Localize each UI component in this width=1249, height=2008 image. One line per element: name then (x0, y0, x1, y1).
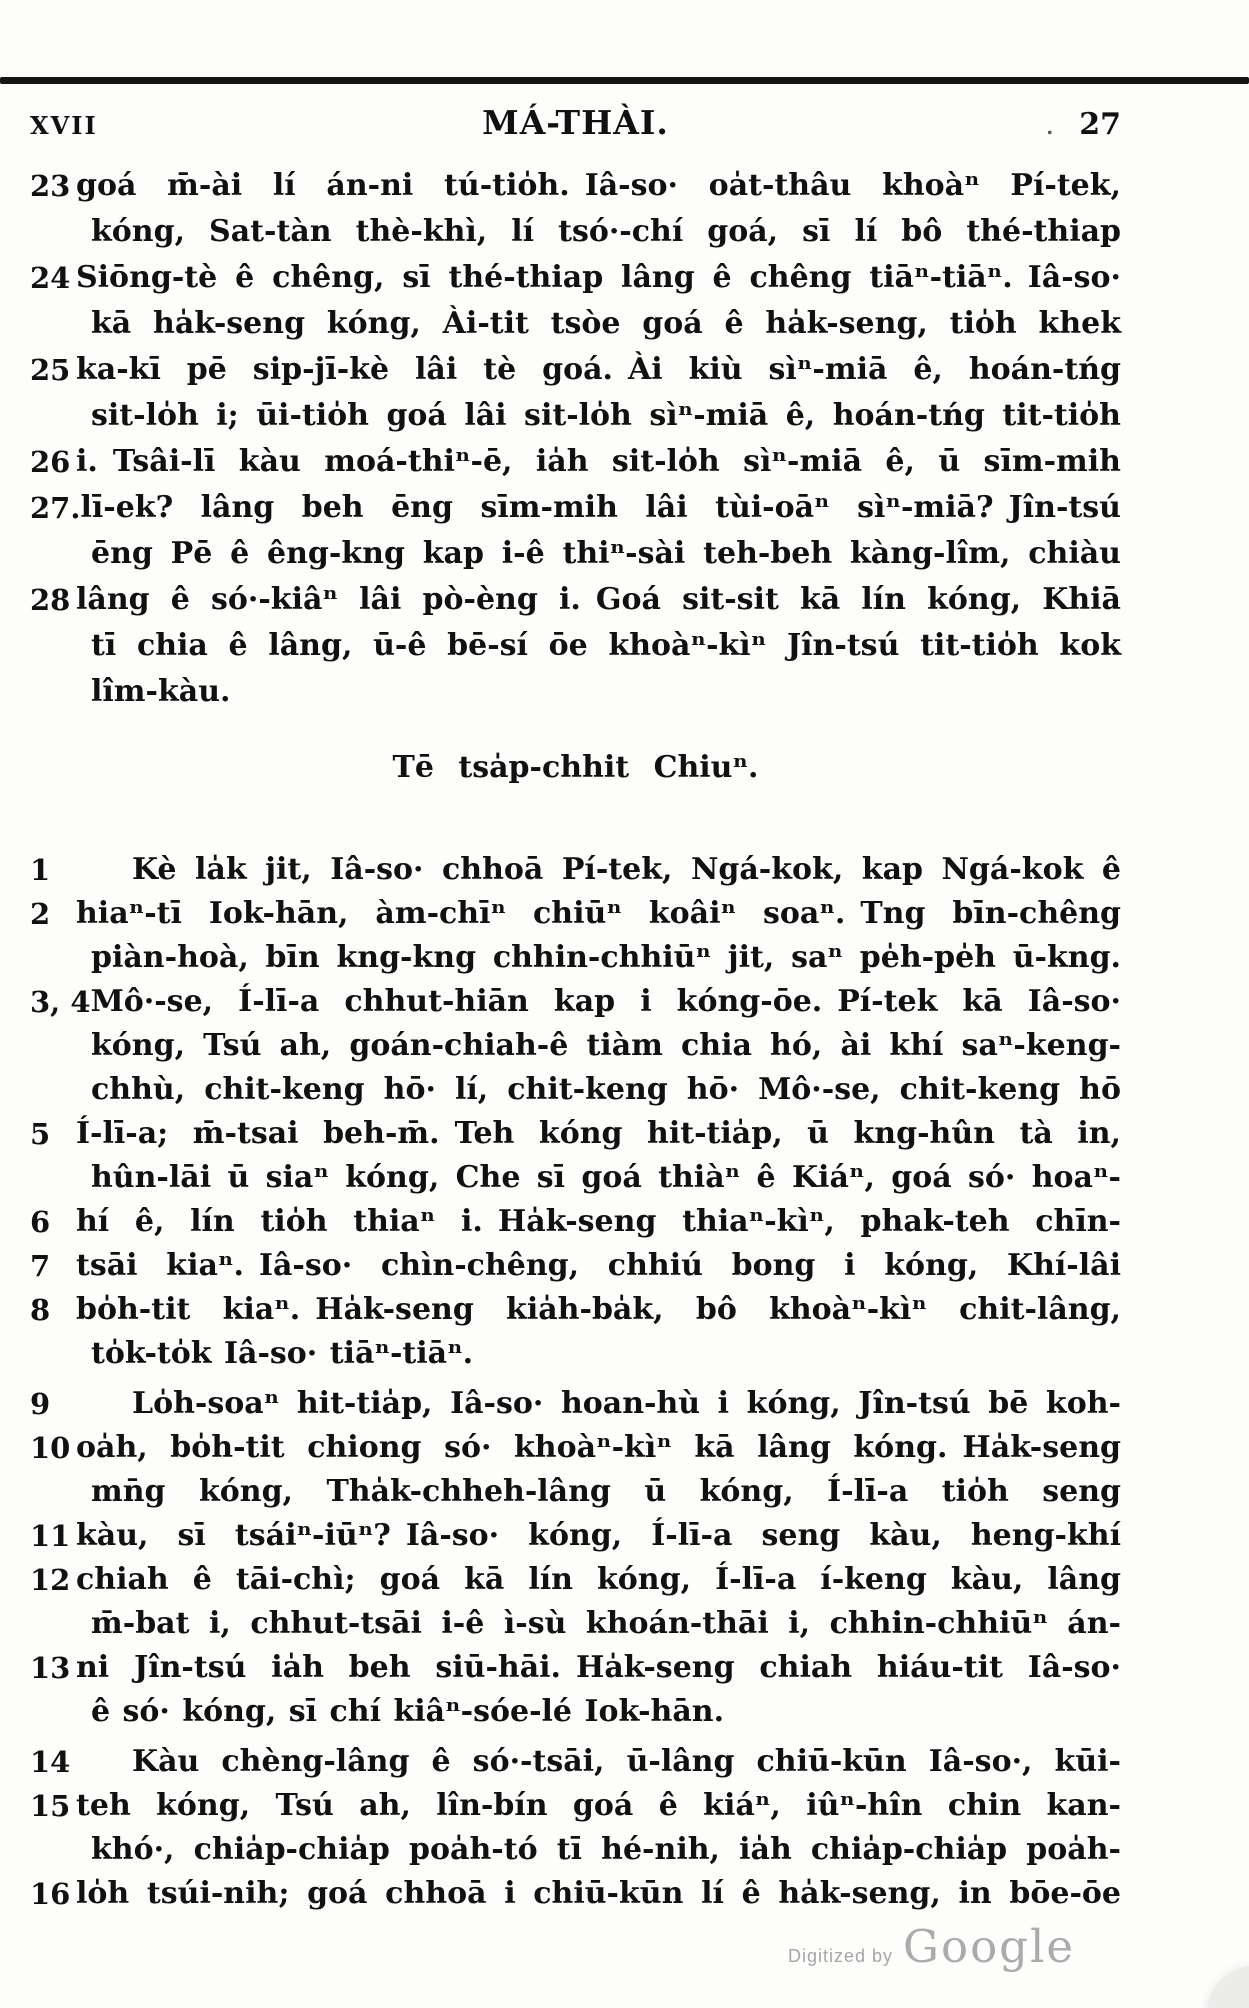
verse-number: 28 (30, 583, 71, 617)
verse-number: 12 (30, 1563, 71, 1597)
verse-line (30, 1740, 1121, 1784)
verse-text: chiah ê tāi-chì; goá kā lín kóng, Í-lī-a í-keng kàu, lâng (76, 1562, 1121, 1597)
verse-text: lī-ek? lâng beh ēng sīm-mih lâi tùi-oāⁿ sìⁿ-miā? Jîn-tsú (80, 490, 1121, 525)
verse-line (30, 347, 1121, 393)
verse-number (30, 301, 76, 347)
page-corner-curl (1207, 1966, 1249, 2008)
verse-number (30, 1470, 76, 1514)
verse-text: kā ha̍k-seng kóng, Ài-tit tsòe goá ê ha̍k-seng, tio̍h khek (91, 306, 1121, 341)
verse-line (30, 1382, 1121, 1426)
verse-line (30, 485, 1121, 531)
verse-number (30, 1156, 76, 1200)
verse-text: Kàu chèng-lâng ê só·-tsāi, ū-lâng chiū-kūn Iâ-so·, kūi- (132, 1744, 1121, 1779)
verse-number: 16 (30, 1877, 71, 1911)
verse-number (30, 1024, 76, 1068)
page-number: 27 (1079, 107, 1121, 142)
verses-chapter16-end (30, 163, 1121, 715)
verse-line-continuation (30, 1690, 1121, 1734)
verse-line-continuation (30, 393, 1121, 439)
verse-number (30, 936, 76, 980)
verse-text: tī chia ê lâng, ū-ê bē-sí ōe khoàⁿ-kìⁿ Jîn-tsú tit-tio̍h kok (91, 628, 1121, 663)
verse-text: oa̍h, bo̍h-tit chiong só· khoàⁿ-kìⁿ kā lâng kóng. Ha̍k-seng (76, 1430, 1121, 1465)
verse-number (30, 1690, 76, 1734)
verse-line-continuation (30, 669, 1121, 715)
verse-text: to̍k-to̍k Iâ-so· tiāⁿ-tiāⁿ. (91, 1336, 474, 1371)
verse-number (30, 623, 76, 669)
verse-number: 24 (30, 261, 71, 295)
google-logo: Google (903, 1920, 1076, 1973)
verse-text: ni Jîn-tsú ia̍h beh siū-hāi. Ha̍k-seng chiah hiáu-tit Iâ-so· (76, 1650, 1121, 1685)
verse-number: 13 (30, 1651, 71, 1685)
verse-line (30, 1244, 1121, 1288)
verse-number (30, 1332, 76, 1376)
verse-number: 27. (30, 491, 81, 525)
verse-text: Kè la̍k jit, Iâ-so· chhoā Pí-tek, Ngá-kok, kap Ngá-kok ê (132, 852, 1121, 887)
verse-line (30, 163, 1121, 209)
verse-number: 6 (30, 1205, 51, 1239)
verse-number (30, 393, 76, 439)
verse-line (30, 848, 1121, 892)
verse-number: 7 (30, 1249, 51, 1283)
verse-line-continuation (30, 1828, 1121, 1872)
verse-number (30, 1828, 76, 1872)
verse-text: kóng, Tsú ah, goán-chiah-ê tiàm chia hó, ài khí saⁿ-keng- (91, 1028, 1121, 1063)
verse-text: i. Tsâi-lī kàu moá-thiⁿ-ē, ia̍h sit-lo̍h sìⁿ-miā ê, ū sīm-mih (76, 444, 1121, 479)
stray-ink-dot: . (1046, 115, 1054, 139)
verse-text: tsāi kiaⁿ. Iâ-so· chìn-chêng, chhiú bong i kóng, Khí-lâi (76, 1248, 1121, 1283)
verse-number: 14 (30, 1745, 71, 1779)
verse-number (30, 669, 76, 715)
verse-text: hûn-lāi ū siaⁿ kóng, Che sī goá thiàⁿ ê Kiáⁿ, goá só· hoaⁿ- (91, 1160, 1121, 1195)
verse-text: ka-kī pē sip-jī-kè lâi tè goá. Ài kiù sìⁿ-miā ê, hoán-tńg (76, 352, 1121, 387)
verse-line-continuation (30, 623, 1121, 669)
verse-line (30, 439, 1121, 485)
verse-line-continuation (30, 1024, 1121, 1068)
verse-line (30, 577, 1121, 623)
verse-text: Mô·-se, Í-lī-a chhut-hiān kap i kóng-ōe. Pí-tek kā Iâ-so· (90, 984, 1121, 1019)
verse-number: 26 (30, 445, 71, 479)
verse-number: 8 (30, 1293, 51, 1327)
verse-text: ēng Pē ê êng-kng kap i-ê thiⁿ-sài teh-beh kàng-lîm, chiàu (91, 536, 1121, 571)
verse-text: hí ê, lín tio̍h thiaⁿ i. Ha̍k-seng thiaⁿ-kìⁿ, phak-teh chīn- (76, 1204, 1121, 1239)
verse-number: 5 (30, 1117, 51, 1151)
verse-line (30, 1784, 1121, 1828)
verse-number: 10 (30, 1431, 71, 1465)
verse-number: 25 (30, 353, 71, 387)
running-title: MÁ-THÀI. (482, 103, 669, 142)
verse-line (30, 1200, 1121, 1244)
verse-number (30, 1068, 76, 1112)
verse-line (30, 1872, 1121, 1916)
verse-line (30, 1646, 1121, 1690)
verse-text: goá m̄-ài lí án-ni tú-tio̍h. Iâ-so· oa̍t-thâu khoàⁿ Pí-tek, (76, 168, 1121, 203)
verse-line-continuation (30, 531, 1121, 577)
verse-text: lo̍h tsúi-nih; goá chhoā i chiū-kūn lí ê ha̍k-seng, in bōe-ōe (76, 1876, 1121, 1911)
verse-text: lâng ê só·-kiâⁿ lâi pò-èng i. Goá sit-sit kā lín kóng, Khiā (76, 582, 1121, 617)
verse-number (30, 209, 76, 255)
verse-line-continuation (30, 1602, 1121, 1646)
verse-number: 2 (30, 897, 51, 931)
verse-number: 3, 4 (30, 985, 91, 1019)
verse-number (30, 531, 76, 577)
verse-text: piàn-hoà, bīn kng-kng chhin-chhiūⁿ jit, saⁿ pe̍h-pe̍h ū-kng. (91, 940, 1121, 975)
page-number-wrap (971, 107, 1121, 142)
verse-number: 15 (30, 1789, 71, 1823)
verse-text: Siōng-tè ê chêng, sī thé-thiap lâng ê chêng tiāⁿ-tiāⁿ. Iâ-so· (76, 260, 1121, 295)
verse-text: m̄-bat i, chhut-tsāi i-ê ì-sù khoán-thāi i, chhin-chhiūⁿ án- (91, 1606, 1121, 1641)
verse-line (30, 1426, 1121, 1470)
verse-line (30, 1558, 1121, 1602)
verse-line (30, 1514, 1121, 1558)
verse-line-continuation (30, 1156, 1121, 1200)
verse-line (30, 1112, 1121, 1156)
verse-line (30, 1288, 1121, 1332)
verse-number: 9 (30, 1387, 51, 1421)
verse-line-continuation (30, 209, 1121, 255)
chapter-heading: Tē tsa̍p-chhit Chiuⁿ. (392, 750, 759, 785)
verse-number: 1 (30, 853, 51, 887)
verse-text: teh kóng, Tsú ah, lîn-bín goá ê kiáⁿ, iûⁿ-hîn chin kan- (76, 1788, 1121, 1823)
verse-number: 11 (30, 1519, 71, 1553)
verse-line-continuation (30, 936, 1121, 980)
verse-line (30, 255, 1121, 301)
verse-text: mn̄g kóng, Tha̍k-chheh-lâng ū kóng, Í-lī-a tio̍h seng (91, 1474, 1121, 1509)
verse-line-continuation (30, 301, 1121, 347)
verse-text: Í-lī-a; m̄-tsai beh-m̄. Teh kóng hit-tia̍p, ū kng-hûn tà in, (76, 1116, 1121, 1151)
verse-text: bo̍h-tit kiaⁿ. Ha̍k-seng kia̍h-ba̍k, bô khoàⁿ-kìⁿ chit-lâng, (76, 1292, 1121, 1327)
watermark-prefix: Digitized by (788, 1946, 894, 1966)
verse-number (30, 1602, 76, 1646)
chapter-folio-roman: XVII (30, 111, 98, 140)
verse-text: Lo̍h-soaⁿ hit-tia̍p, Iâ-so· hoan-hù i kóng, Jîn-tsú bē koh- (132, 1386, 1121, 1421)
verse-text: kàu, sī tsáiⁿ-iūⁿ? Iâ-so· kóng, Í-lī-a seng kàu, heng-khí (76, 1518, 1121, 1553)
scan-artifact-bar (0, 77, 1249, 84)
verse-text: kóng, Sat-tàn thè-khì, lí tsó·-chí goá, sī lí bô thé-thiap (91, 214, 1121, 249)
verse-text: ê só· kóng, sī chí kiâⁿ-sóe-lé Iok-hān. (91, 1694, 725, 1729)
page-header (30, 103, 1121, 142)
verse-text: khó·, chia̍p-chia̍p poa̍h-tó tī hé-nih, ia̍h chia̍p-chia̍p poa̍h- (91, 1832, 1121, 1867)
watermark (788, 1920, 1075, 1973)
verse-text: hiaⁿ-tī Iok-hān, àm-chīⁿ chiūⁿ koâiⁿ soaⁿ. Tng bīn-chêng (76, 896, 1121, 931)
verse-text: sit-lo̍h i; ūi-tio̍h goá lâi sit-lo̍h sìⁿ-miā ê, hoán-tńg tit-tio̍h (91, 398, 1121, 433)
verse-text: lîm-kàu. (91, 674, 231, 709)
verse-line-continuation (30, 1068, 1121, 1112)
verse-line (30, 892, 1121, 936)
verse-line-continuation (30, 1332, 1121, 1376)
verse-text: chhù, chit-keng hō· lí, chit-keng hō· Mô·-se, chit-keng hō (91, 1072, 1121, 1107)
verse-line (30, 980, 1121, 1024)
verse-line-continuation (30, 1470, 1121, 1514)
verse-number: 23 (30, 169, 71, 203)
verses-chapter17 (30, 848, 1121, 1916)
